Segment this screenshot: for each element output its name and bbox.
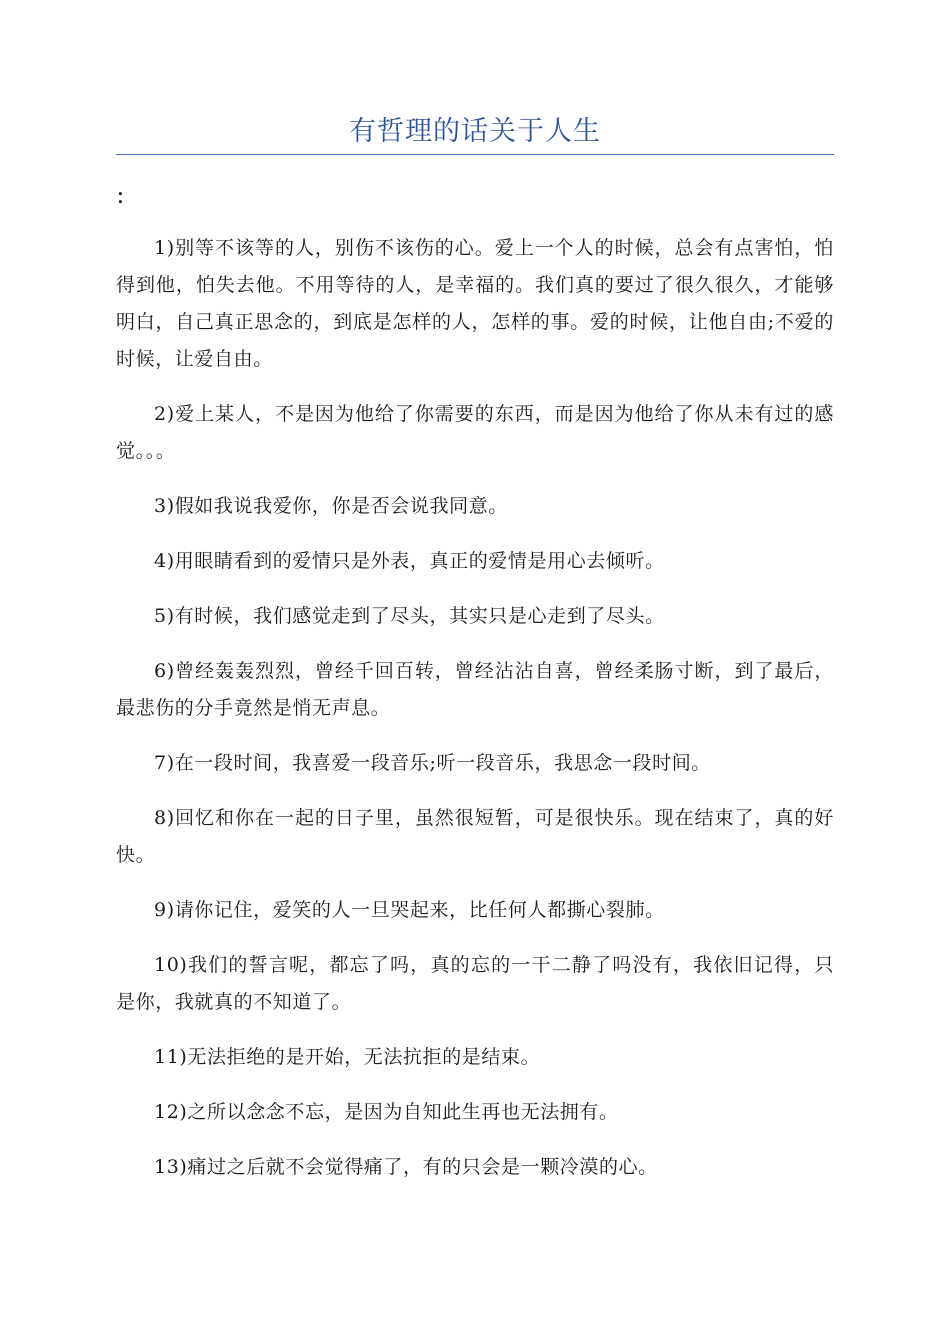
paragraph-5: 5)有时候，我们感觉走到了尽头，其实只是心走到了尽头。	[154, 605, 665, 627]
paragraph-9: 9)请你记住，爱笑的人一旦哭起来，比任何人都撕心裂肺。	[154, 899, 665, 921]
paragraph-2: 2)爱上某人，不是因为他给了你需要的东西，而是因为他给了你从未有过的感觉。。。	[116, 403, 834, 462]
paragraph-4: 4)用眼睛看到的爱情只是外表，真正的爱情是用心去倾听。	[154, 550, 665, 572]
paragraph-13: 13)痛过之后就不会觉得痛了，有的只会是一颗冷漠的心。	[154, 1156, 658, 1178]
paragraph-11: 11)无法拒绝的是开始，无法抗拒的是结束。	[154, 1046, 541, 1068]
paragraph-10: 10)我们的誓言呢，都忘了吗，真的忘的一干二静了吗没有，我依旧记得，只是你，我就真的不知道了。	[116, 954, 834, 1013]
lead-colon: ：	[116, 186, 136, 208]
paragraph-12: 12)之所以念念不忘，是因为自知此生再也无法拥有。	[154, 1101, 619, 1123]
paragraph-1: 1)别等不该等的人，别伤不该伤的心。爱上一个人的时候，总会有点害怕，怕得到他，怕失去他。不用等待的人，是幸福的。我们真的要过了很久很久，才能够明白，自己真正思念的，到底是怎样的人，怎样的事。爱的时候，让他自由;不爱的时候，让爱自由。	[116, 237, 834, 370]
paragraph-8: 8)回忆和你在一起的日子里，虽然很短暂，可是很快乐。现在结束了，真的好快。	[116, 807, 834, 866]
paragraph-7: 7)在一段时间，我喜爱一段音乐;听一段音乐，我思念一段时间。	[154, 752, 711, 774]
title-underline	[116, 154, 834, 155]
document-body	[116, 230, 834, 1204]
paragraph-6: 6)曾经轰轰烈烈，曾经千回百转，曾经沾沾自喜，曾经柔肠寸断，到了最后，最悲伤的分手竟然是悄无声息。	[116, 660, 834, 719]
paragraph-3: 3)假如我说我爱你，你是否会说我同意。	[154, 495, 508, 517]
page-title: 有哲理的话关于人生	[349, 116, 601, 147]
